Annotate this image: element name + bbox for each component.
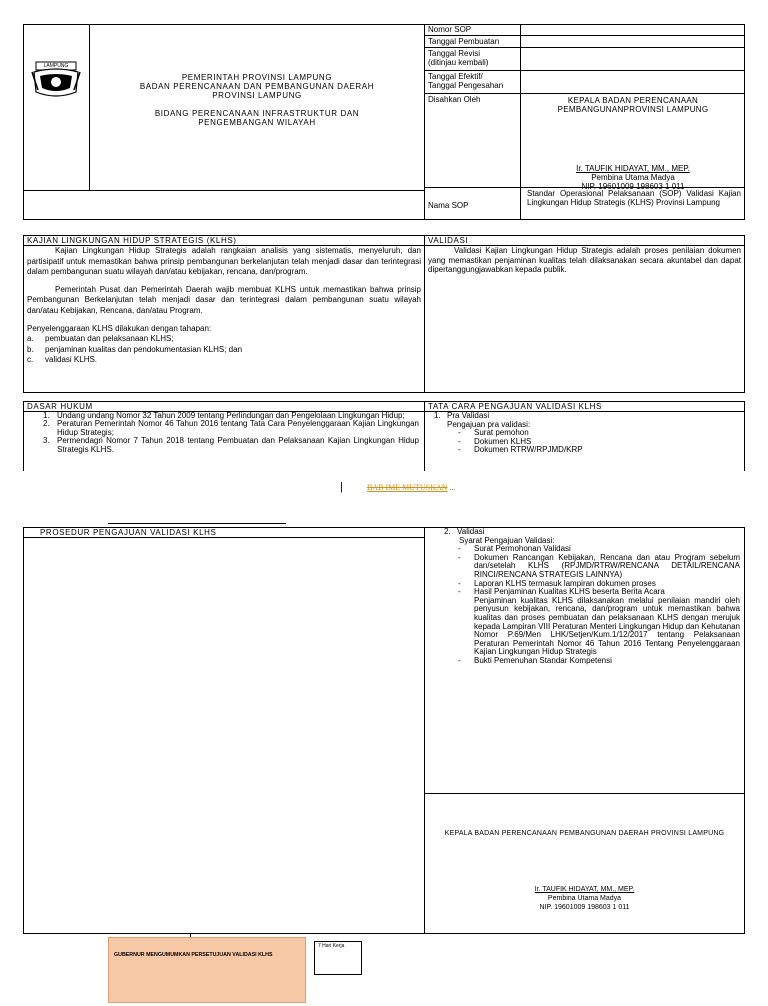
- flow-step-text: GUBERNUR MENGUMUMKAN PERSETUJUAN VALIDASI KLHS: [114, 952, 273, 958]
- logo-text: LAMPUNG: [43, 63, 69, 69]
- tata-cara-heading: TATA CARA PENGAJUAN VALIDASI KLHS: [428, 402, 602, 411]
- validasi-content: Validasi Kajian Lingkungan Hidup Strategis adalah proses penilaian dokumen yang memastikan penjaminan kualitas telah dilaksanakan secara akuntabel dan dapat dipertanggungjawabkan kepada publik.: [428, 246, 741, 275]
- lampung-logo: [30, 60, 82, 100]
- approver-name: Ir. TAUFIK HIDAYAT, MM., MEP.: [576, 164, 690, 173]
- label-tanggal-efektif: Tanggal Efektif/ Tanggal Pengesahan: [428, 72, 504, 90]
- flow-time-text: 7 Hari Kerja: [318, 943, 345, 949]
- label-disahkan-oleh: Disahkan Oleh: [428, 95, 481, 104]
- tracked-change-text[interactable]: BAB IME MUTUSKAN ...: [367, 483, 456, 492]
- text-cursor: |: [340, 481, 343, 493]
- flow-step-box: [108, 937, 306, 1003]
- signature-name: Ir. TAUFIK HIDAYAT, MM., MEP.: [534, 886, 635, 893]
- label-nama-sop: Nama SOP: [428, 201, 469, 210]
- signature-block: KEPALA BADAN PERENCANAAN PEMBANGUNAN DAERAH PROVINSI LAMPUNG Ir. TAUFIK HIDAYAT, MM., MEP. Pembina Utama Madya NIP. 19601009 198603 1 011: [425, 829, 744, 912]
- label-nomor-sop: Nomor SOP: [428, 25, 472, 34]
- approver-block: KEPALA BADAN PERENCANAAN PEMBANGUNANPROVINSI LAMPUNG Ir. TAUFIK HIDAYAT, MM., MEP. Pembina Utama Madya NIP. 19601009 198603 1 011: [521, 96, 745, 191]
- sop-name: Standar Operasional Pelaksanaan (SOP) Validasi Kajian Lingkungan Hidup Strategis (KLHS) Provinsi Lampung: [527, 189, 741, 207]
- dasar-hukum-heading: DASAR HUKUM: [27, 402, 93, 411]
- klhs-heading: KAJIAN LINGKUNGAN HIDUP STRATEGIS (KLHS): [27, 236, 237, 245]
- tata-cara-list: 1. Pra Validasi Pengajuan pra validasi: - Surat pemohon - Dokumen KLHS - Dokumen RTRW/RPJMD/KRP: [434, 411, 583, 455]
- label-tanggal-pembuatan: Tanggal Pembuatan: [428, 37, 500, 46]
- signature-title: KEPALA BADAN PERENCANAAN PEMBANGUNAN DAERAH PROVINSI LAMPUNG: [444, 830, 725, 837]
- label-tanggal-revisi: Tanggal Revisi (ditinjau kembali): [428, 49, 489, 67]
- dasar-hukum-list: 1. Undang undang Nomor 32 Tahun 2009 tentang Perlindungan dan Pengelolaan Lingkungan Hidup; 2. Peraturan Pemerintah Nomor 46 Tahun 2016 tentang Tata Cara Penyelenggaraan Kajian Lingkungan Hidup Strategis; 3. Permendagri Nomor 7 Tahun 2018 tentang Pembuatan dan Pelaksanaan Kajian Lingkungan Hidup Strategis KLHS.: [43, 411, 419, 454]
- validasi-heading: VALIDASI: [428, 236, 469, 245]
- validasi-requirements: 2. Validasi Syarat Pengajuan Validasi: - Surat Permohonan Validasi - Dokumen Rancangan Kebijakan, Rencana dan atau Program sebelum dan/setelah KLHS (RPJMD/RTRW/RENCANA DETAIL/RENCANA RINCI/RENCANA STRATEGIS LAINNYA) - Laporan KLHS termasuk lampiran dokumen proses - Hasil Penjaminan Kualitas KLHS beserta Berita Acara Penjaminan kualitas KLHS dilaksanakan melalui penilaian mandiri oleh penyusun kebijakan, rencana, dan/program untuk memastikan bahwa kualitas dan proses pembuatan dan pelaksanaan KLHS dengan merujuk kepada Lampiran VIII Peraturan Menteri Lingkungan Hidup dan Kehutanan Nomor P.69/Men LHK/Setjen/Kum.1/12/2017 tentang Pelaksanaan Peraturan Pemerintah Nomor 46 Tahun 2016 Tentang Penyelenggaraan Kajian Lingkungan Hidup Strategis - Bukti Pemenuhan Standar Kompetensi: [444, 527, 740, 665]
- prosedur-heading: PROSEDUR PENGAJUAN VALIDASI KLHS: [40, 528, 217, 537]
- klhs-content: Kajian Lingkungan Hidup Strategis adalah rangkaian analisis yang sistematis, menyeluruh, dan partisipatif untuk memastikan bahwa prinsip pembangunan berkelanjutan telah menjadi dasar dan terintegrasi dalam pembangunan suatu wilayah dan/atau kebijakan, rencana, dan/program. Pemerintah Pusat dan Pemerintah Daerah wajib membuat KLHS untuk memastikan bahwa prinsip Pembangunan Berkelanjutan telah menjadi dasar dan terintegrasi dalam pembangunan suatu wilayah dan/atau Kebijakan, Rencana, dan/atau Program. Penyelenggaraan KLHS dilakukan dengan tahapan: a. pembuatan dan pelaksanaan KLHS; b. penjaminan kualitas dan pendokumentasian KLHS; dan c. validasi KLHS.: [27, 246, 421, 365]
- organization-name: PEMERINTAH PROVINSI LAMPUNG BADAN PERENCANAAN DAN PEMBANGUNAN DAERAH PROVINSI LAMPUNG BIDANG PERENCANAAN INFRASTRUKTUR DAN PENGEMBANGAN WILAYAH: [139, 73, 375, 127]
